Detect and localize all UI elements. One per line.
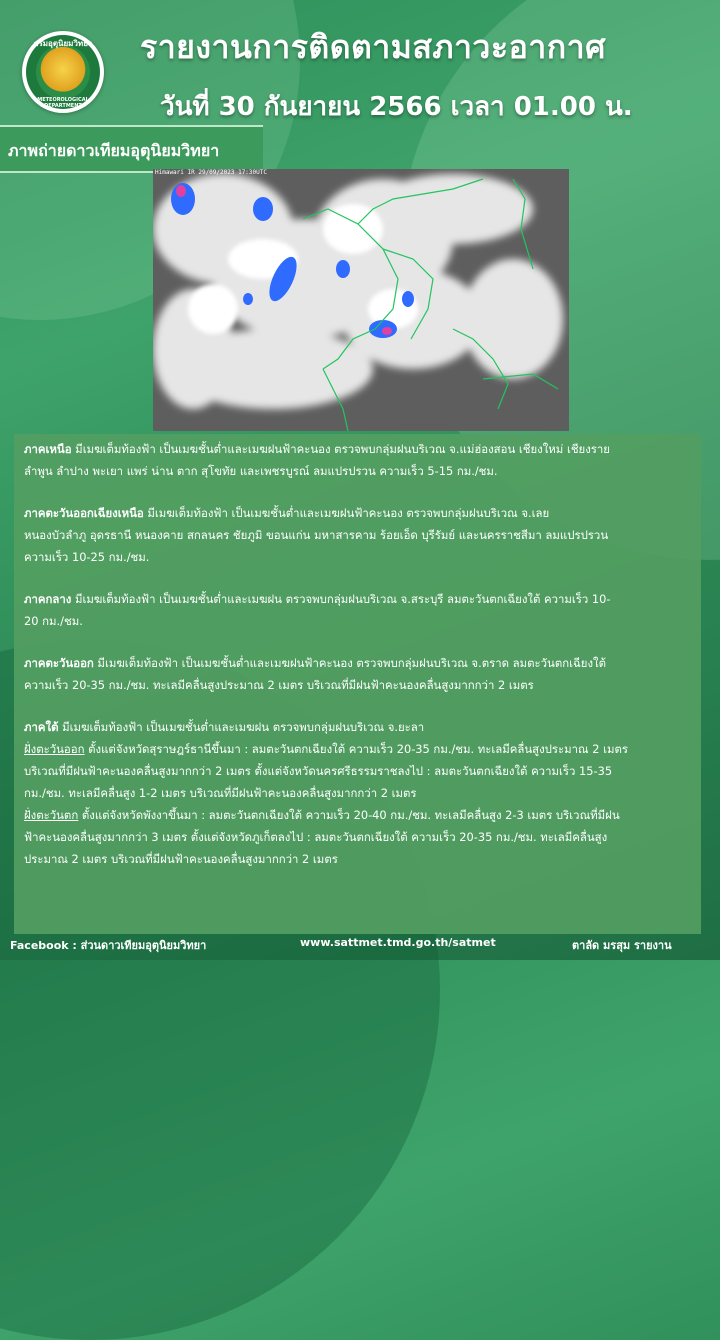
section-header-satellite: ภาพถ่ายดาวเทียมอุตุนิยมวิทยา bbox=[0, 125, 263, 173]
report-text: มีเมฆเต็มท้องฟ้า เป็นเมฆชั้นต่ำและเมฆฝนฟ้าคะนอง ตรวจพบกลุ่มฝนบริเวณ จ.ตราด ลมตะวันตกเฉียงใต้ bbox=[93, 656, 606, 670]
report-northeast bbox=[24, 502, 691, 568]
report-text: ความเร็ว 20-35 กม./ชม. ทะเลมีคลื่นสูงประมาณ 2 เมตร บริเวณที่มีฝนฟ้าคะนองคลื่นสูงมากกว่า 2 เมตร bbox=[24, 678, 534, 692]
report-text: ตั้งแต่จังหวัดพังงาขึ้นมา : ลมตะวันตกเฉียงใต้ ความเร็ว 20-40 กม./ชม. ทะเลมีคลื่นสูง 2-3 เมตร บริเวณที่มีฝน bbox=[78, 808, 620, 822]
report-text: ฟ้าคะนองคลื่นสูงมากกว่า 3 เมตร ตั้งแต่จังหวัดภูเก็ตลงไป : ลมตะวันตกเฉียงใต้ ความเร็ว 20-35 กม./ชม. ทะเลมีคลื่นสูง bbox=[24, 830, 608, 844]
report-text: มีเมฆเต็มท้องฟ้า เป็นเมฆชั้นต่ำและเมฆฝนฟ้าคะนอง ตรวจพบกลุ่มฝนบริเวณ จ.แม่ฮ่องสอน เชียงใหม่ เชียงราย bbox=[71, 442, 610, 456]
report-text: 20 กม./ชม. bbox=[24, 614, 83, 628]
region-label: ภาคตะวันออก bbox=[24, 656, 94, 670]
report-text: มีเมฆเต็มท้องฟ้า เป็นเมฆชั้นต่ำและเมฆฝนฟ้าคะนอง ตรวจพบกลุ่มฝนบริเวณ จ.เลย bbox=[143, 506, 550, 520]
satellite-image bbox=[153, 169, 569, 431]
report-text: มีเมฆเต็มท้องฟ้า เป็นเมฆชั้นต่ำและเมฆฝน ตรวจพบกลุ่มฝนบริเวณ จ.ยะลา bbox=[58, 720, 425, 734]
report-east bbox=[24, 652, 691, 696]
logo-bottom-text: METEOROLOGICAL DEPARTMENT bbox=[37, 97, 89, 109]
report-text: บริเวณที่มีฝนฟ้าคะนองคลื่นสูงมากกว่า 2 เมตร ตั้งแต่จังหวัดนครศรีธรรมราชลงไป : ลมตะวันตกเฉียงใต้ ความเร็ว 15-35 bbox=[24, 764, 613, 778]
page-title: รายงานการติดตามสภาวะอากาศ bbox=[140, 28, 606, 66]
weather-report-panel bbox=[14, 434, 701, 934]
footer-facebook: Facebook : ส่วนดาวเทียมอุตุนิยมวิทยา bbox=[10, 939, 207, 952]
report-text: ตั้งแต่จังหวัดสุราษฎร์ธานีขึ้นมา : ลมตะวันตกเฉียงใต้ ความเร็ว 20-35 กม./ชม. ทะเลมีคลื่นสูงประมาณ 2 เมตร bbox=[84, 742, 629, 756]
footer-website: www.sattmet.tmd.go.th/satmet bbox=[300, 936, 496, 949]
report-text: กม./ชม. ทะเลมีคลื่นสูง 1-2 เมตร บริเวณที่มีฝนฟ้าคะนองคลื่นสูงมากกว่า 2 เมตร bbox=[24, 786, 417, 800]
region-label: ภาคตะวันออกเฉียงเหนือ bbox=[24, 506, 144, 520]
region-label: ภาคใต้ bbox=[24, 720, 59, 734]
region-label: ภาคเหนือ bbox=[24, 442, 72, 456]
report-text: ความเร็ว 10-25 กม./ชม. bbox=[24, 550, 150, 564]
report-central bbox=[24, 588, 691, 632]
report-text: หนองบัวลำภู อุดรธานี หนองคาย สกลนคร ชัยภูมิ ขอนแก่น มหาสารคาม ร้อยเอ็ด บุรีรัมย์ และนครราชสีมา ลมแปรปรวน bbox=[24, 528, 609, 542]
report-text: ลำพูน ลำปาง พะเยา แพร่ น่าน ตาก สุโขทัย และเพชรบูรณ์ ลมแปรปรวน ความเร็ว 5-15 กม./ชม. bbox=[24, 464, 498, 478]
report-text: มีเมฆเต็มท้องฟ้า เป็นเมฆชั้นต่ำและเมฆฝน ตรวจพบกลุ่มฝนบริเวณ จ.สระบุรี ลมตะวันตกเฉียงใต้ ความเร็ว 10- bbox=[71, 592, 611, 606]
coast-label: ฝั่งตะวันออก bbox=[24, 742, 85, 756]
logo-top-text: กรมอุตุนิยมวิทยา bbox=[33, 39, 93, 48]
region-label: ภาคกลาง bbox=[24, 592, 72, 606]
satellite-caption: Himawari IR 29/09/2023 17:30UTC bbox=[155, 169, 267, 176]
logo-emblem-icon bbox=[36, 45, 90, 99]
footer-reporter: ตาลัด มรสุม รายงาน bbox=[572, 939, 672, 952]
report-north bbox=[24, 438, 691, 482]
report-date: วันที่ 30 กันยายน 2566 เวลา 01.00 น. bbox=[160, 92, 633, 122]
tmd-logo bbox=[22, 31, 104, 113]
coast-label: ฝั่งตะวันตก bbox=[24, 808, 79, 822]
report-south bbox=[24, 716, 691, 870]
satellite-map bbox=[153, 169, 569, 431]
report-text: ประมาณ 2 เมตร บริเวณที่มีฝนฟ้าคะนองคลื่นสูงมากกว่า 2 เมตร bbox=[24, 852, 338, 866]
